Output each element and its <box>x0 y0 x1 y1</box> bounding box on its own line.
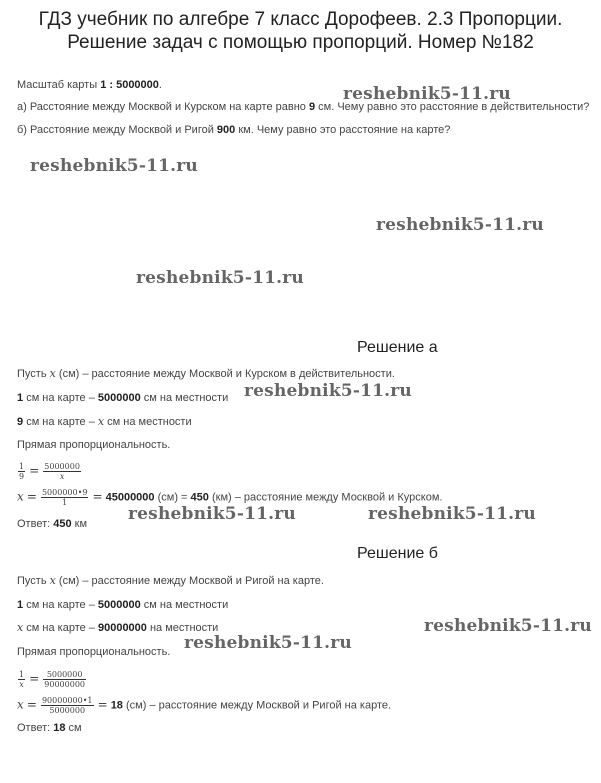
task-a: а) Расстояние между Москвой и Курском на карте равно 9 см. Чему равно это расстояние в действительности? <box>17 101 590 113</box>
watermark: reshebnik5-11.ru <box>244 381 412 401</box>
solution-a-prop: Прямая пропорциональность. <box>17 439 171 451</box>
watermark: reshebnik5-11.ru <box>184 633 352 653</box>
solution-a-answer: Ответ: 450 км <box>17 518 88 530</box>
fraction: $\frac{5000000}{90000000}$ <box>44 670 85 689</box>
solution-a-row2: 9 см на карте – x см на местности <box>17 415 192 428</box>
solution-b-row2: x см на карте – 90000000 на местности <box>17 621 219 634</box>
fraction: $\frac{90000000•1}{5000000}$ <box>41 696 93 715</box>
fraction: $\frac{5000000•9}{1}$ <box>41 488 88 507</box>
solution-a-row1: 1 см на карте – 5000000 см на местности <box>17 392 229 404</box>
watermark: reshebnik5-11.ru <box>376 215 544 235</box>
watermark: reshebnik5-11.ru <box>343 84 511 104</box>
solution-a-calc: x = $\frac{5000000•9}{1}$ = 45000000 (см) = 450 (км) – расстояние между Москвой и Курском. <box>17 488 443 507</box>
solution-b-prop: Прямая пропорциональность. <box>17 646 171 658</box>
page-title-line1: ГДЗ учебник по алгебре 7 класс Дорофеев. 2.3 Пропорции. <box>38 9 563 30</box>
fraction: $\frac{1}{x}$ <box>19 670 25 689</box>
task-scale: Масштаб карты 1 : 5000000. <box>17 79 162 91</box>
scale-value: 1 : 5000000 <box>100 79 159 91</box>
solution-a-let: Пусть x (см) – расстояние между Москвой и Курском в действительности. <box>17 367 395 380</box>
solution-a-proportion: $\frac{1}{9}$ = $\frac{5000000}{x}$ <box>19 462 80 481</box>
watermark: reshebnik5-11.ru <box>368 504 536 524</box>
solution-b-let: Пусть x (см) – расстояние между Москвой и Ригой на карте. <box>17 574 324 587</box>
page-title <box>0 8 601 54</box>
solution-b-heading: Решение б <box>357 545 438 562</box>
fraction: $\frac{5000000}{x}$ <box>44 462 80 481</box>
watermark: reshebnik5-11.ru <box>424 616 592 636</box>
solution-b-answer: Ответ: 18 см <box>17 722 82 734</box>
watermark: reshebnik5-11.ru <box>136 268 304 288</box>
solution-b-proportion: $\frac{1}{x}$ = $\frac{5000000}{90000000}$ <box>19 670 85 689</box>
fraction: $\frac{1}{9}$ <box>19 462 25 481</box>
page-title-line2: Решение задач с помощью пропорций. Номер №182 <box>67 32 534 53</box>
solution-b-calc: x = $\frac{90000000•1}{5000000}$ = 18 (см) – расстояние между Москвой и Ригой на карте. <box>17 696 392 715</box>
watermark: reshebnik5-11.ru <box>128 504 296 524</box>
watermark: reshebnik5-11.ru <box>30 156 198 176</box>
task-b: б) Расстояние между Москвой и Ригой 900 км. Чему равно это расстояние на карте? <box>17 124 451 136</box>
solution-a-heading: Решение а <box>357 339 438 356</box>
solution-b-row1: 1 см на карте – 5000000 см на местности <box>17 599 229 611</box>
